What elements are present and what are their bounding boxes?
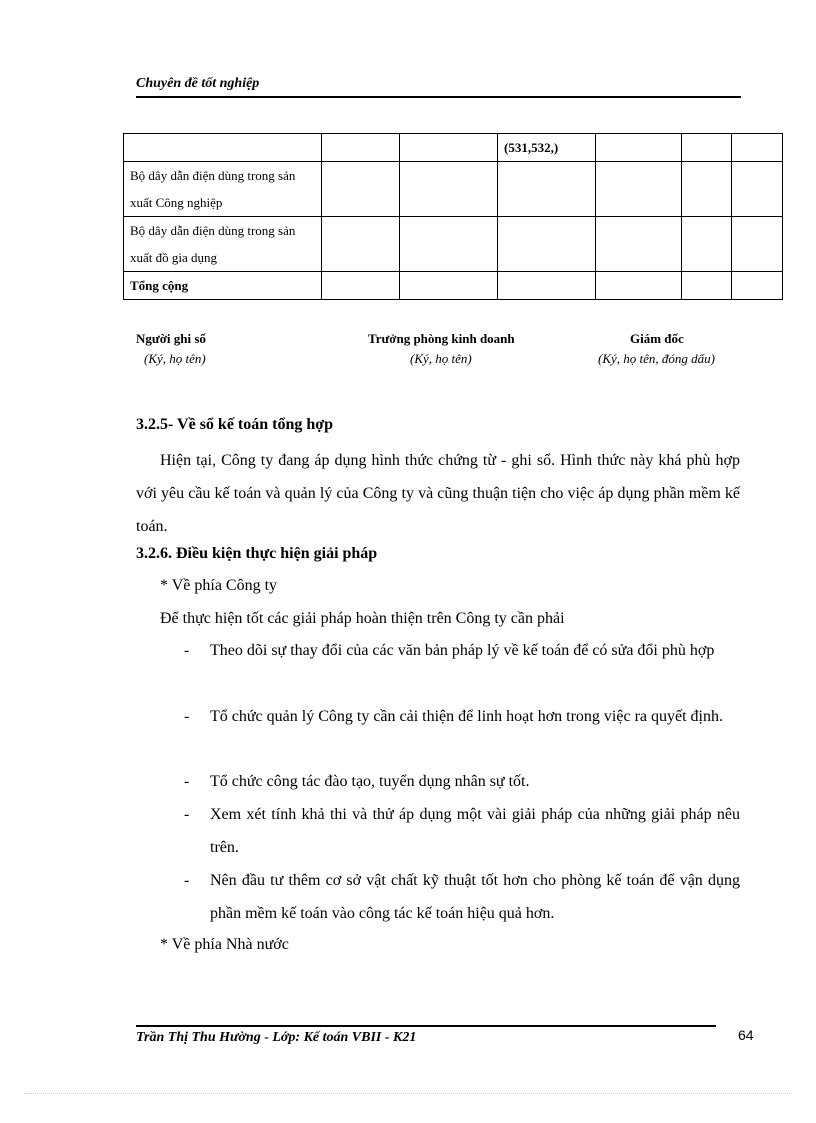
signature-note: (Ký, họ tên) [410, 351, 472, 366]
signature-block-manager [368, 331, 515, 367]
table-cell [322, 272, 400, 300]
item-name-cell: Bộ dây dẫn điện dùng trong sản xuất đồ gia dụng [124, 217, 322, 272]
table-cell [498, 162, 596, 217]
signature-note: (Ký, họ tên, đóng dấu) [598, 351, 715, 366]
signature-block-recorder [136, 331, 206, 367]
ledger-table [123, 133, 783, 300]
table-cell [498, 217, 596, 272]
bullet-mark: - [184, 773, 190, 790]
table-cell [322, 134, 400, 162]
table-cell [682, 134, 732, 162]
list-item: Xem xét tính khả thi và thử áp dụng một vài giải pháp của những giải pháp nêu trên. [210, 806, 740, 856]
signature-block-director [598, 331, 715, 367]
table-cell [322, 162, 400, 217]
total-label-cell: Tổng cộng [124, 272, 322, 300]
table-cell [400, 272, 498, 300]
footer-author: Trần Thị Thu Hường - Lớp: Kế toán VBII - K21 [136, 1030, 417, 1045]
table-cell [596, 162, 682, 217]
table-cell [682, 162, 732, 217]
header-rule [136, 96, 741, 98]
table-cell [682, 272, 732, 300]
state-side-label: * Về phía Nhà nước [160, 936, 289, 953]
section-326-intro: Để thực hiện tốt các giải pháp hoàn thiện trên Công ty cần phải [160, 610, 565, 627]
signature-role: Người ghi sổ [136, 331, 206, 346]
list-item: Tổ chức quản lý Công ty cần cải thiện để linh hoạt hơn trong việc ra quyết định. [210, 708, 723, 725]
table-cell [124, 134, 322, 162]
section-heading-325: 3.2.5- Về sổ kế toán tổng hợp [136, 416, 334, 433]
bullet-mark: - [184, 642, 190, 659]
table-row [124, 134, 783, 162]
table-cell [400, 217, 498, 272]
footer-rule [136, 1025, 716, 1027]
section-heading-326: 3.2.6. Điều kiện thực hiện giải pháp [136, 545, 378, 562]
table-row [124, 217, 783, 272]
table-cell [322, 217, 400, 272]
list-item: Nên đầu tư thêm cơ sở vật chất kỹ thuật tốt hơn cho phòng kế toán để vận dụng phần mềm kế toán vào công tác kế toán hiệu quả hơn. [210, 872, 740, 922]
bullet-mark: - [184, 872, 190, 889]
table-cell [732, 134, 783, 162]
table-cell [682, 217, 732, 272]
bullet-mark: - [184, 708, 190, 725]
table-cell [596, 272, 682, 300]
account-code-cell: (531,532,) [498, 134, 596, 162]
table-cell [732, 217, 783, 272]
table-row-total [124, 272, 783, 300]
signature-note: (Ký, họ tên) [144, 351, 206, 366]
table-cell [498, 272, 596, 300]
table-cell [596, 217, 682, 272]
table-cell [400, 162, 498, 217]
list-item: Tổ chức công tác đào tạo, tuyển dụng nhân sự tốt. [210, 773, 530, 790]
table-row [124, 162, 783, 217]
bullet-mark: - [184, 806, 190, 823]
table-cell [596, 134, 682, 162]
page-header-title: Chuyên đề tốt nghiệp [136, 76, 260, 91]
item-name-cell: Bộ dây dẫn điện dùng trong sản xuất Công nghiệp [124, 162, 322, 217]
signature-role: Giám đốc [630, 331, 684, 346]
page-number: 64 [738, 1027, 754, 1043]
table-cell [732, 162, 783, 217]
page-bottom-divider [24, 1093, 792, 1094]
section-325-paragraph: Hiện tại, Công ty đang áp dụng hình thức chứng từ - ghi sổ. Hình thức này khá phù hợp với yêu cầu kế toán và quản lý của Công ty và cũng thuận tiện cho việc áp dụng phần mềm kế toán. [136, 452, 740, 535]
signature-role: Trưởng phòng kinh doanh [368, 331, 515, 346]
list-item: Theo dõi sự thay đổi của các văn bản pháp lý về kế toán để có sửa đổi phù hợp [210, 642, 715, 659]
company-side-label: * Về phía Công ty [160, 577, 278, 594]
table-cell [732, 272, 783, 300]
table-cell [400, 134, 498, 162]
